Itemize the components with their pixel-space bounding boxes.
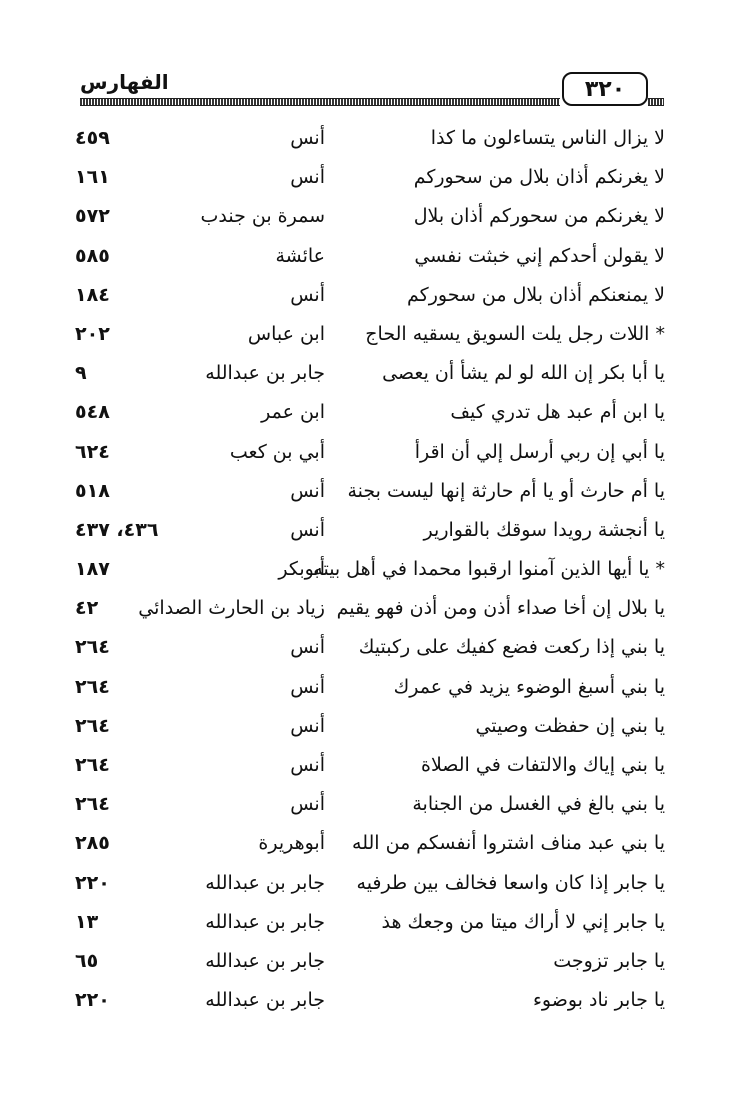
index-row (75, 476, 665, 515)
page-reference: ٢٢٠ (75, 989, 110, 1012)
hadith-text: لا يغرنكم أذان بلال من سحوركم (413, 166, 665, 189)
hadith-text: يا أم حارث أو يا أم حارثة إنها ليست بجنة (347, 479, 665, 502)
page-reference: ٢٢٠ (75, 871, 110, 894)
index-row (75, 319, 665, 358)
hadith-text: يا جابر إذا كان واسعا فخالف بين طرفيه (356, 871, 665, 894)
index-row (75, 397, 665, 436)
section-title: الفهارس (80, 70, 169, 94)
narrator: أنس (290, 714, 325, 737)
narrator: ابن عمر (261, 401, 325, 424)
hadith-text: يا ابن أم عبد هل تدري كيف (450, 401, 665, 424)
narrator: أنس (290, 166, 325, 189)
index-row (75, 672, 665, 711)
index-table (75, 123, 665, 1024)
narrator: أنس (290, 283, 325, 306)
hadith-text: يا جابر ناد بوضوء (532, 989, 665, 1012)
index-row (75, 789, 665, 828)
hadith-text: يا بني عبد مناف اشتروا أنفسكم من الله (352, 832, 665, 855)
page-reference: ١٨٤ (75, 283, 110, 306)
page-reference: ٦٢٤ (75, 440, 110, 463)
hadith-text: يا أبي إن ربي أرسل إلي أن اقرأ (414, 440, 665, 463)
index-row (75, 554, 665, 593)
narrator: ابن عباس (247, 322, 325, 345)
page-reference: ٥٨٥ (75, 244, 110, 267)
narrator: زياد بن الحارث الصدائي (138, 597, 325, 620)
page-header (80, 68, 652, 108)
page-reference: ٤٢ (75, 597, 99, 620)
page-reference: ٢٨٥ (75, 832, 110, 855)
index-row (75, 241, 665, 280)
hadith-text: يا جابر تزوجت (553, 949, 665, 972)
page-reference: ٤٥٩ (75, 127, 110, 149)
header-rule (80, 98, 560, 106)
page-reference: ٢٦٤ (75, 714, 110, 737)
index-row (75, 632, 665, 671)
index-row (75, 515, 665, 554)
narrator: أبوهريرة (258, 832, 325, 855)
page-reference: ٥٤٨ (75, 401, 110, 424)
page-reference: ٥١٨ (75, 479, 110, 502)
hadith-text: لا يمنعنكم أذان بلال من سحوركم (407, 283, 665, 306)
page-reference: ٢٠٢ (75, 322, 110, 345)
narrator: جابر بن عبدالله (205, 362, 325, 385)
index-row (75, 358, 665, 397)
narrator: سمرة بن جندب (200, 205, 325, 228)
index-row (75, 828, 665, 867)
hadith-text: * يا أيها الذين آمنوا ارقبوا محمدا في أهل بيته (313, 558, 665, 581)
narrator: أنس (290, 675, 325, 698)
narrator: جابر بن عبدالله (205, 910, 325, 933)
page-reference: ٥٧٢ (75, 205, 110, 228)
narrator: أنس (290, 636, 325, 659)
hadith-text: يا بني أسبغ الوضوء يزيد في عمرك (393, 675, 665, 698)
narrator: أنس (290, 479, 325, 502)
narrator: أبوبكر (278, 558, 325, 581)
page-reference: ٤٣٦، ٤٣٧ (75, 518, 159, 541)
hadith-text: يا بني إن حفظت وصيتي (475, 714, 665, 737)
page-reference: ٢٦٤ (75, 754, 110, 776)
page-number: ٣٢٠ (562, 72, 648, 106)
narrator: عائشة (275, 244, 325, 267)
index-row (75, 985, 665, 1024)
narrator: أنس (290, 127, 325, 149)
index-row (75, 280, 665, 319)
narrator: أنس (290, 754, 325, 776)
hadith-text: لا يغرنكم من سحوركم أذان بلال (413, 205, 665, 228)
hadith-text: يا بني إذا ركعت فضع كفيك على ركبتيك (358, 636, 665, 659)
page-reference: ١٣ (75, 910, 99, 933)
hadith-text: يا بني بالغ في الغسل من الجنابة (412, 793, 665, 816)
narrator: جابر بن عبدالله (205, 949, 325, 972)
page-reference: ٦٥ (75, 949, 99, 972)
page-reference: ٩ (75, 362, 87, 385)
narrator: أنس (290, 518, 325, 541)
index-row (75, 162, 665, 201)
index-row (75, 593, 665, 632)
narrator: أبي بن كعب (229, 440, 325, 463)
page-reference: ٢٦٤ (75, 675, 110, 698)
header-rule-end (648, 98, 664, 106)
hadith-text: لا يزال الناس يتساءلون ما كذا (430, 127, 665, 149)
hadith-text: * اللات رجل يلت السويق يسقيه الحاج (365, 322, 665, 345)
narrator: جابر بن عبدالله (205, 989, 325, 1012)
page-reference: ١٦١ (75, 166, 110, 189)
page-reference: ٢٦٤ (75, 636, 110, 659)
index-row (75, 907, 665, 946)
index-row (75, 868, 665, 907)
index-row (75, 711, 665, 750)
narrator: أنس (290, 793, 325, 816)
hadith-text: لا يقولن أحدكم إني خبثت نفسي (414, 244, 665, 267)
hadith-text: يا أبا بكر إن الله لو لم يشأ أن يعصى (382, 362, 665, 385)
hadith-text: يا أنجشة رويدا سوقك بالقوارير (423, 518, 665, 541)
page-reference: ١٨٧ (75, 558, 110, 581)
index-row (75, 201, 665, 240)
index-row (75, 946, 665, 985)
hadith-text: يا بني إياك والالتفات في الصلاة (420, 754, 665, 776)
index-row (75, 437, 665, 476)
page-reference: ٢٦٤ (75, 793, 110, 816)
index-row (75, 750, 665, 789)
hadith-text: يا بلال إن أخا صداء أذن ومن أذن فهو يقيم (336, 597, 665, 620)
hadith-text: يا جابر إني لا أراك ميتا من وجعك هذ (381, 910, 665, 933)
index-row (75, 123, 665, 162)
narrator: جابر بن عبدالله (205, 871, 325, 894)
